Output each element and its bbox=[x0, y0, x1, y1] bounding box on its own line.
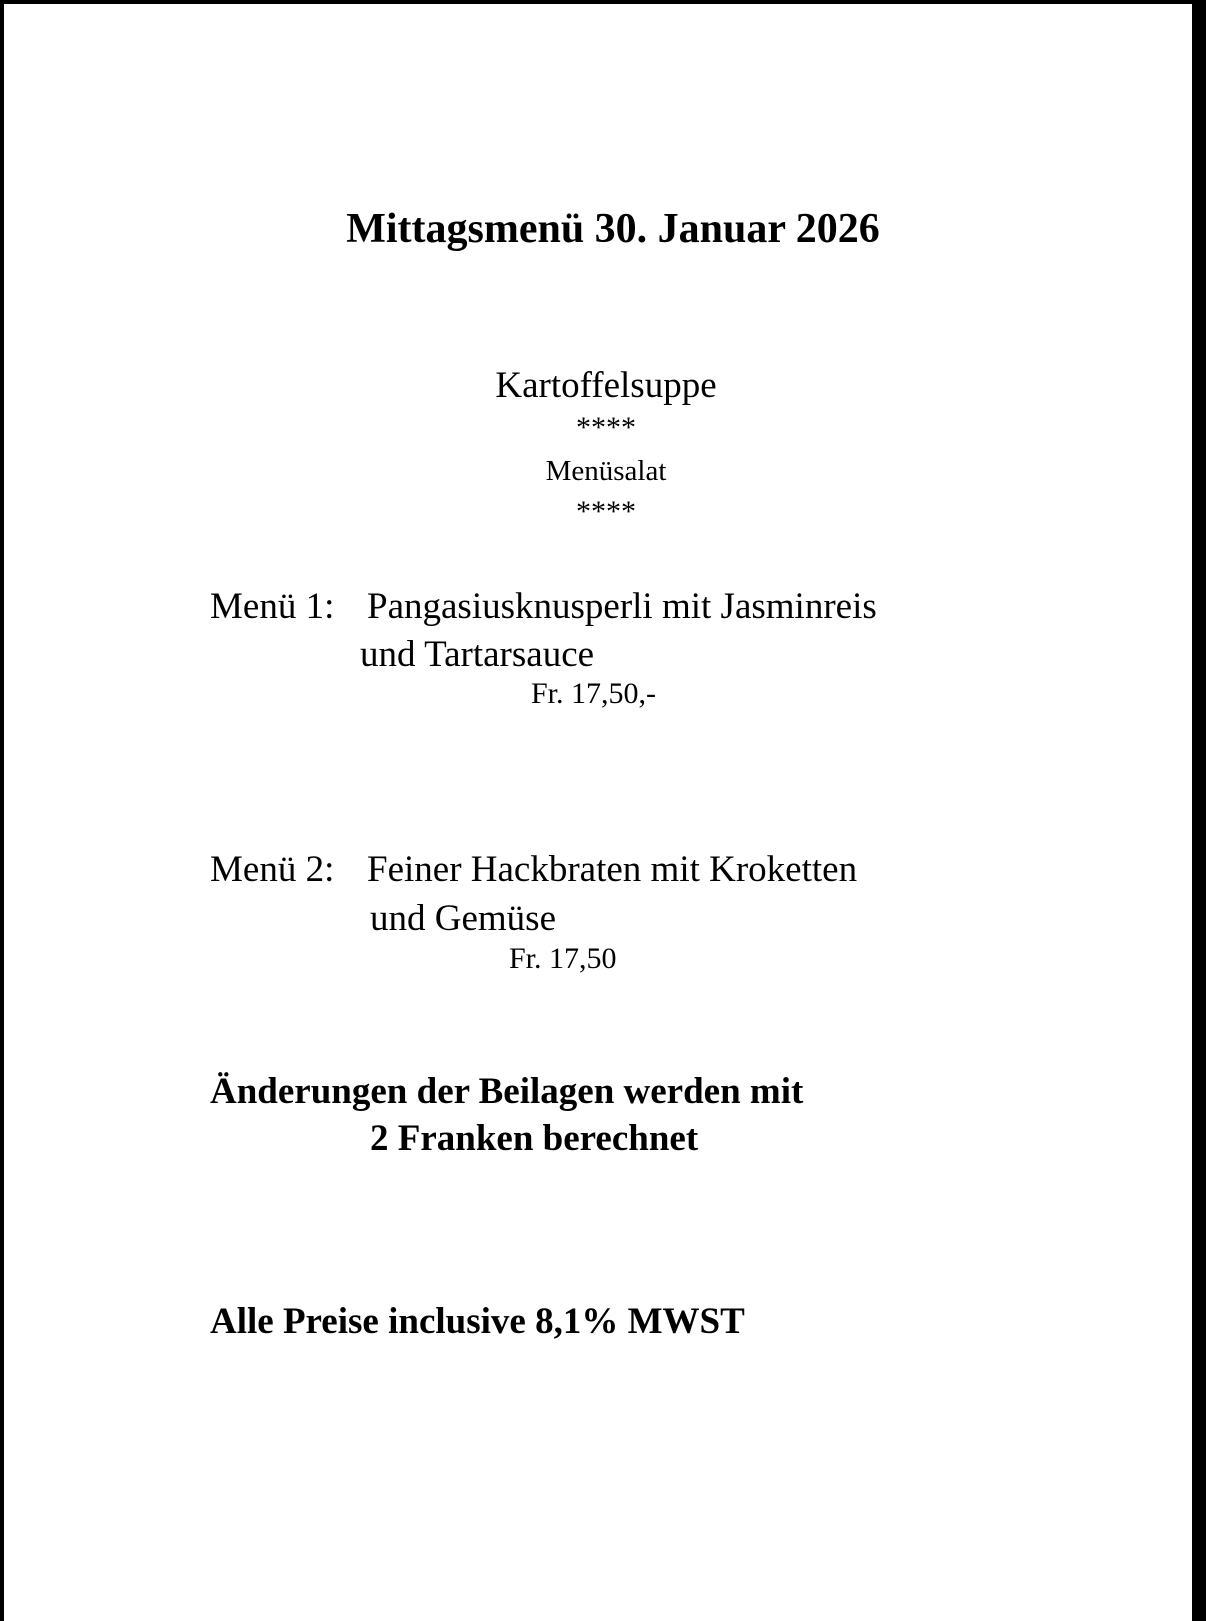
soup-item: Kartoffelsuppe bbox=[495, 365, 717, 406]
menu-2-price: Fr. 17,50 bbox=[509, 942, 617, 975]
menu-2-dish-line-1: Feiner Hackbraten mit Kroketten bbox=[367, 849, 858, 890]
menu-1-dish-line-2: und Tartarsauce bbox=[360, 634, 595, 675]
vat-note: Alle Preise inclusive 8,1% MWST bbox=[210, 1301, 745, 1342]
separator-stars-2: **** bbox=[576, 495, 636, 528]
side-change-note-line-2: 2 Franken berechnet bbox=[370, 1118, 699, 1159]
menu-1-label: Menü 1: bbox=[210, 586, 335, 627]
menu-2-dish-line-2: und Gemüse bbox=[370, 898, 556, 939]
side-change-note-line-1: Änderungen der Beilagen werden mit bbox=[210, 1071, 804, 1112]
menu-1-price: Fr. 17,50,- bbox=[531, 677, 657, 710]
menu-1-dish-line-1: Pangasiusknusperli mit Jasminreis bbox=[367, 586, 877, 627]
page-title: Mittagsmenü 30. Januar 2026 bbox=[346, 206, 880, 252]
menu-page bbox=[4, 4, 1192, 1621]
separator-stars-1: **** bbox=[576, 411, 636, 444]
salad-item: Menüsalat bbox=[545, 455, 667, 487]
menu-2-label: Menü 2: bbox=[210, 849, 335, 890]
